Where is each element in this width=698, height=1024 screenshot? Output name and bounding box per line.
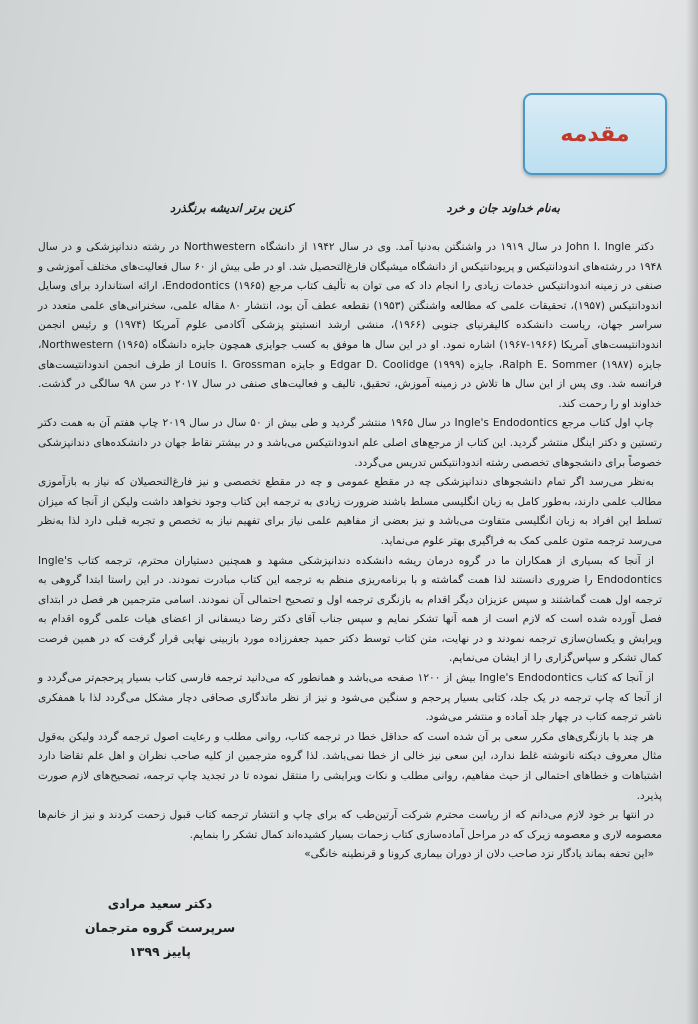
paragraph-2: چاپ اول کتاب مرجع Ingle's Endodontics در سال ۱۹۶۵ منتشر گردید و طی بیش از ۵۰ سال در سال ۲۰۱۹ چاپ هفتم آن به همت دکتر رتستین و دکتر اینگل منتشر گردید. این کتاب از مرجع‌های اصلی علم اندودانتیکس می‌باشد و در بیشتر نقاط جهان در دانشکده‌های دندانپزشکی خصوصاً برای دانشجوهای تخصصی رشته اندودانتیکس تدریس می‌گردد.: [38, 417, 662, 469]
preface-body: [38, 238, 662, 865]
paragraph-4: از آنجا که بسیاری از همکاران ما در گروه درمان ریشه دانشکده دندانپزشکی مشهد و همچنین دستیاران محترم، ترجمه کتاب Ingle's Endodontics را ضروری دانستند لذا همت گماشته و با برنامه‌ریزی منظم به ترجمه این کتاب مبادرت نمودند. در این راستا ابتدا گروهی به ترجمه اول همت گماشتند و سپس عزیزان دیگر اقدام به بازنگری ترجمه اول و تصحیح احتمالی آن نمودند. اسامی مترجمین هر فصل در ابتدای فصل آورده شده است که لازم است از همه آنها تشکر نمایم و سپس جناب آقای دکتر رضا دیسفانی از اعضای هیات علمی گروه اقدام به ویرایش و یکسان‌سازی ترجمه نمودند و در نهایت، متن کتاب توسط دکتر حمید جعفرزاده مورد بازبینی نهایی قرار گرفت که در همین فرصت کمال تشکر و سپاس‌گزاری را از ایشان می‌نمایم.: [38, 554, 662, 665]
paragraph-6: هر چند با بازنگری‌های مکرر سعی بر آن شده است که حداقل خطا در ترجمه کتاب، روانی مطلب و رعایت اصول ترجمه گردد ولیکن به‌قول مثال معروف دیکته نانوشته غلط ندارد، این سعی نیز خالی از خطا نمی‌باشد. لذا گروه مترجمین از کلیه صاحب نظران و اهل علم تقاضا دارد اشتباهات و خطاهای احتمالی از حیث مفاهیم، روانی مطلب و نکات ویرایشی را منتقل نموده تا در تجدید چاپ ترجمه، تصحیح‌های لازم صورت پذیرد.: [38, 730, 662, 802]
signature-date: پاییز ۱۳۹۹: [129, 944, 191, 959]
page-title: مقدمه: [560, 121, 630, 147]
paragraph-5: از آنجا که کتاب Ingle's Endodontics بیش از ۱۲۰۰ صفحه می‌باشد و همانطور که می‌دانید ترجمه فارسی کتاب بسیار پرحجم‌تر می‌گردد و از آنجا که چاپ ترجمه در یک جلد، کتابی بسیار پرحجم و سنگین می‌شود و نیز از نظر ماندگاری صحافی دچار مشکل می‌گردد لذا با همفکری ناشر ترجمه کتاب در چهار جلد آماده و منتشر می‌شود.: [38, 672, 662, 724]
closing-quote: «این تحفه بماند یادگار نزد صاحب دلان از دوران بیماری کرونا و قرنطینه خانگی»: [304, 848, 654, 861]
paragraph-3: به‌نظر می‌رسد اگر تمام دانشجوهای دندانپزشکی چه در مقطع عمومی و چه در مقطع تخصصی و نیز فارغ‌التحصیلان که نیاز به بازآموزی مطالب علمی دارند، به‌طور کامل به زبان انگلیسی مسلط باشند ضرورت زیادی به ترجمه این کتاب وجود نخواهد داشت ولیکن از آنجا که میزان تسلط این افراد به زبان انگلیسی متفاوت می‌باشد و نیز بعضی از مفاهیم علمی نیاز برای تفهیم نیاز به تخصص و تجربه قبلی دارد لذا به‌نظر می‌رسد ترجمه متون علمی کمک به فراگیری بهتر علوم می‌نماید.: [38, 476, 662, 547]
paragraph-7: در انتها بر خود لازم می‌دانم که از ریاست محترم شرکت آرتین‌طب که برای چاپ و انتشار ترجمه کتاب قبول زحمت کردند و نیز از خانم‌ها معصومه لاری و معصومه زیرک که در مراحل آماده‌سازی کتاب زحمات بسیار کشیده‌اند کمال تشکر را بنمایم.: [38, 809, 662, 841]
signer-name: دکتر سعید مرادی: [107, 896, 213, 911]
invocation-verse: [140, 201, 560, 223]
invocation-left: کزین برتر اندیشه برنگذرد: [170, 201, 293, 215]
title-frame: [523, 93, 667, 175]
signature-block: [60, 892, 260, 964]
invocation-right: به‌نام خداوند جان و خرد: [446, 201, 560, 215]
signer-role: سرپرست گروه مترجمان: [84, 920, 236, 935]
paragraph-1: دکتر John I. Ingle در سال ۱۹۱۹ در واشنگتن به‌دنیا آمد. وی در سال ۱۹۴۲ از دانشگاه Northwestern در رشته دندانپزشکی و در سال ۱۹۴۸ در رشته‌های اندودانتیکس و پریودانتیکس از دانشگاه میشیگان فارغ‌التحصیل شد. او در طی بیش از ۶۰ سال فعالیت‌های مختلف آموزشی و صنفی در زمینه اندودانتیکس خدمات زیادی را انجام داد که می توان به تألیف کتاب مرجع Endodontics (۱۹۶۵)، ارائه استاندارد برای وسایل اندودانتیکس (۱۹۵۷)، تحقیقات علمی که مطالعه واشنگتن (۱۹۵۳) نقطعه عطف آن بود، انتشار ۸۰ مقاله علمی، سخنرانی‌های علمی متعدد در سراسر جهان، ریاست دانشکده کالیفرنیای جنوبی (۱۹۶۶)، منشی ارشد انستیتو پزشکی آکادمی علوم آمریکا (۱۹۷۴) و رئیس انجمن اندودانتیست‌های آمریکا (۱۹۶۶-۱۹۶۷) اشاره نمود. او در این سال ها موفق به کسب جوایزی همچون جایزه دانشگاه Northwestern (۱۹۶۵)، جایزه Ralph E. Sommer (۱۹۸۷)، جایزه Edgar D. Coolidge (۱۹۹۹) و جایزه Louis I. Grossman از طرف انجمن اندودانتیست‌های فرانسه شد. وی پس از این سال ها تلاش در زمینه آموزش، تحقیق، تالیف و فعالیت‌های صنفی در سال ۲۰۱۷ در سن ۹۸ سالگی در گذشت. خداوند او را رحمت کند.: [38, 241, 663, 410]
page-gutter-shadow: [686, 0, 698, 1024]
